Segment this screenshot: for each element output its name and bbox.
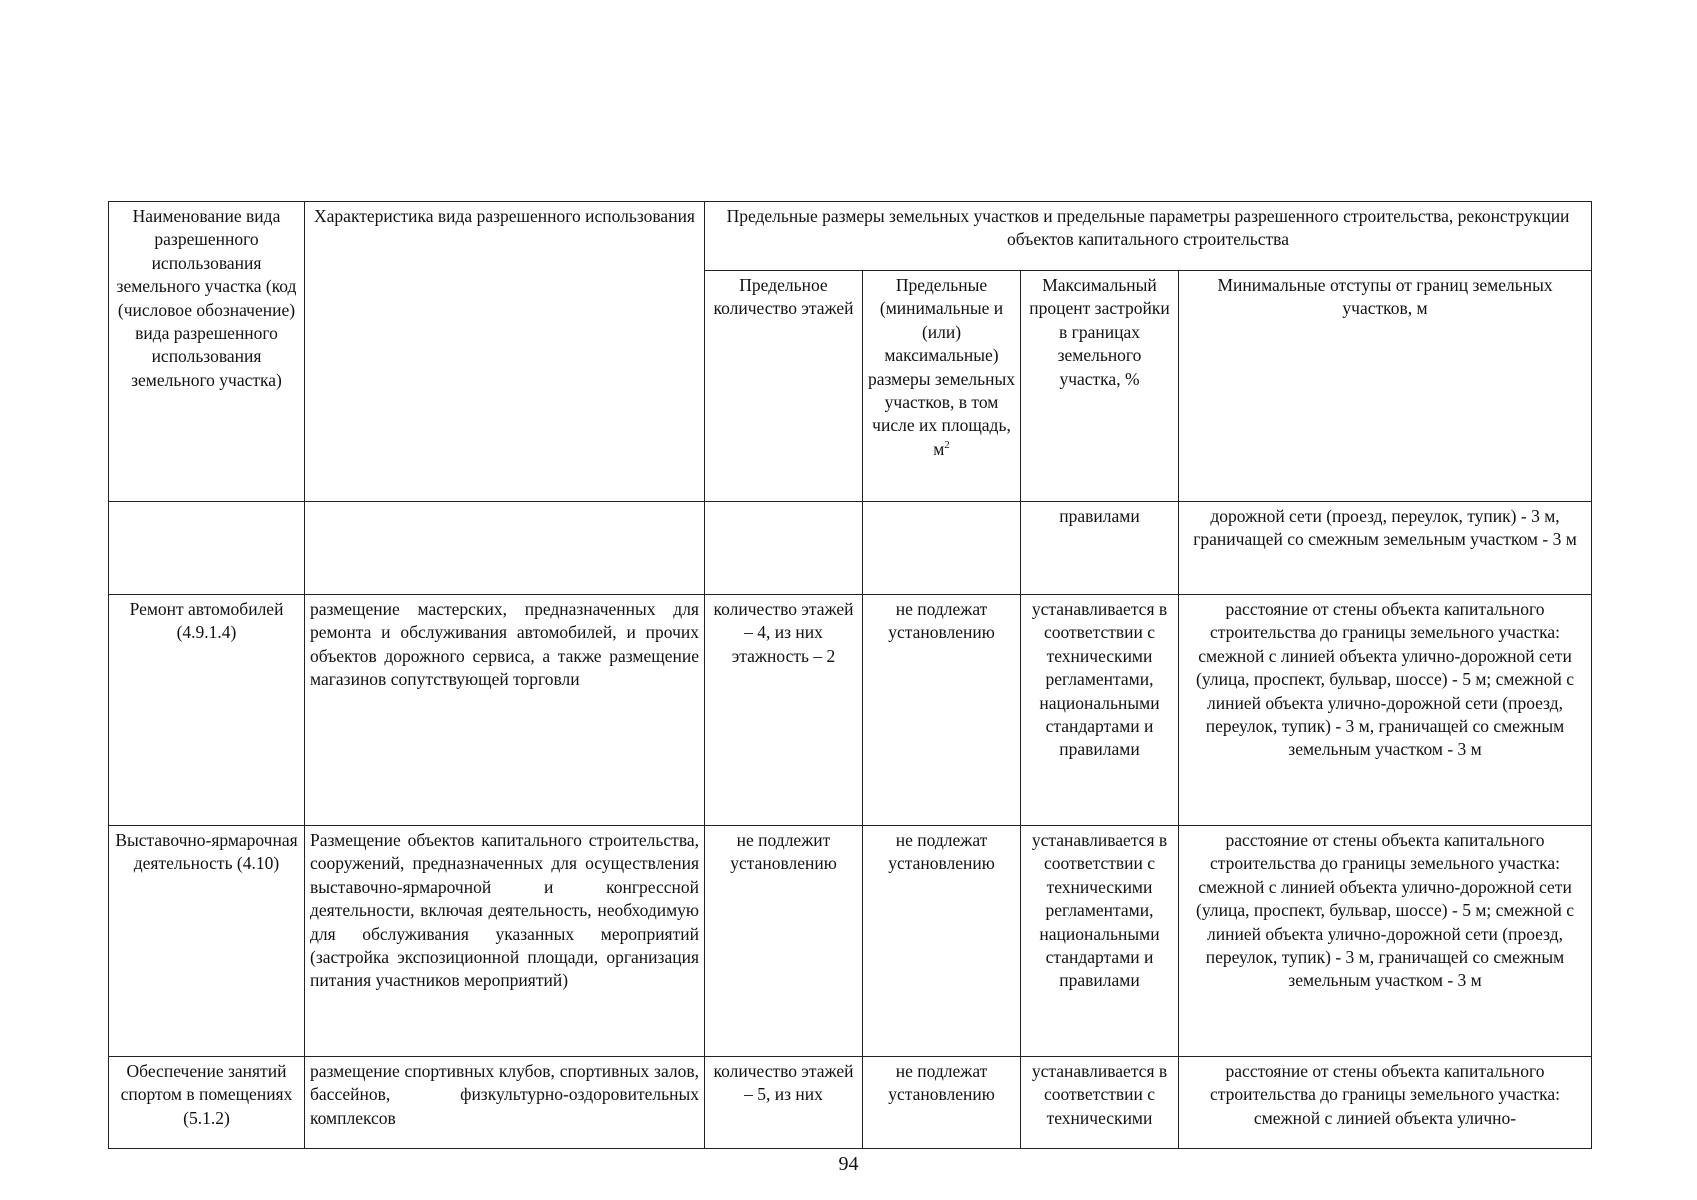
cell-characteristic: размещение спортивных клубов, спортивных залов, бассейнов, физкультурно-оздоровительных комплексов xyxy=(305,1057,705,1149)
header-land-use-name: Наименование вида разрешенного использования земельного участка (код (числовое обозначение) вида разрешенного использования земельного участка) xyxy=(109,202,305,502)
cell-characteristic: размещение мастерских, предназначенных для ремонта и обслуживания автомобилей, и прочих объектов дорожного сервиса, а также размещение магазинов сопутствующей торговли xyxy=(305,595,705,826)
cell-land-use-name: Выставочно-ярмарочная деятельность (4.10) xyxy=(109,826,305,1057)
header-max-coverage-percent: Максимальный процент застройки в границах земельного участка, % xyxy=(1021,271,1179,502)
table-header-row xyxy=(109,202,1592,271)
header-plot-sizes xyxy=(863,271,1021,502)
cell-setbacks: дорожной сети (проезд, переулок, тупик) - 3 м, граничащей со смежным земельным участком - 3 м xyxy=(1179,502,1592,595)
header-max-floors: Предельное количество этажей xyxy=(705,271,863,502)
land-use-regulations-table xyxy=(108,201,1592,1149)
table-row xyxy=(109,595,1592,826)
cell-coverage-percent: правилами xyxy=(1021,502,1179,595)
cell-floors: количество этажей – 4, из них этажность – 2 xyxy=(705,595,863,826)
table-row xyxy=(109,826,1592,1057)
header-land-use-characteristic: Характеристика вида разрешенного использования xyxy=(305,202,705,502)
page-number: 94 xyxy=(838,1153,859,1175)
cell-plot-sizes: не подлежат установлению xyxy=(863,1057,1021,1149)
cell-coverage-percent: устанавливается в соответствии с техническими xyxy=(1021,1057,1179,1149)
cell-characteristic xyxy=(305,502,705,595)
cell-floors: количество этажей – 5, из них xyxy=(705,1057,863,1149)
cell-land-use-name xyxy=(109,502,305,595)
cell-land-use-name: Обеспечение занятий спортом в помещениях (5.1.2) xyxy=(109,1057,305,1149)
cell-plot-sizes: не подлежат установлению xyxy=(863,826,1021,1057)
table-row xyxy=(109,502,1592,595)
cell-setbacks: расстояние от стены объекта капитального строительства до границы земельного участка: смежной с линией объекта улично-дорожной сети (улица, проспект, бульвар, шоссе) - 5 м; смежной с линией объекта улично-дорожной сети (проезд, переулок, тупик) - 3 м, граничащей со смежным земельным участком - 3 м xyxy=(1179,826,1592,1057)
cell-setbacks: расстояние от стены объекта капитального строительства до границы земельного участка: смежной с линией объекта улично-дорожной сети (улица, проспект, бульвар, шоссе) - 5 м; смежной с линией объекта улично-дорожной сети (проезд, переулок, тупик) - 3 м, граничащей со смежным земельным участком - 3 м xyxy=(1179,595,1592,826)
cell-floors: не подлежит установлению xyxy=(705,826,863,1057)
header-plot-sizes-text: Предельные (минимальные и (или) максимальные) размеры земельных участков, в том числе их площадь, м xyxy=(868,275,1016,459)
cell-characteristic: Размещение объектов капитального строительства, сооружений, предназначенных для осуществления выставочно-ярмарочной и конгрессной деятельности, включая деятельность, необходимую для обслуживания указанных мероприятий (застройка экспозиционной площади, организация питания участников мероприятий) xyxy=(305,826,705,1057)
cell-floors xyxy=(705,502,863,595)
header-plot-sizes-superscript: 2 xyxy=(944,439,950,452)
cell-coverage-percent: устанавливается в соответствии с техническими регламентами, национальными стандартами и правилами xyxy=(1021,595,1179,826)
cell-plot-sizes xyxy=(863,502,1021,595)
header-min-setbacks: Минимальные отступы от границ земельных участков, м xyxy=(1179,271,1592,502)
cell-setbacks: расстояние от стены объекта капитального строительства до границы земельного участка: смежной с линией объекта улично- xyxy=(1179,1057,1592,1149)
cell-plot-sizes: не подлежат установлению xyxy=(863,595,1021,826)
cell-coverage-percent: устанавливается в соответствии с техническими регламентами, национальными стандартами и правилами xyxy=(1021,826,1179,1057)
header-limits-group: Предельные размеры земельных участков и предельные параметры разрешенного строительства, реконструкции объектов капитального строительства xyxy=(705,202,1592,271)
table-row xyxy=(109,1057,1592,1149)
cell-land-use-name: Ремонт автомобилей (4.9.1.4) xyxy=(109,595,305,826)
